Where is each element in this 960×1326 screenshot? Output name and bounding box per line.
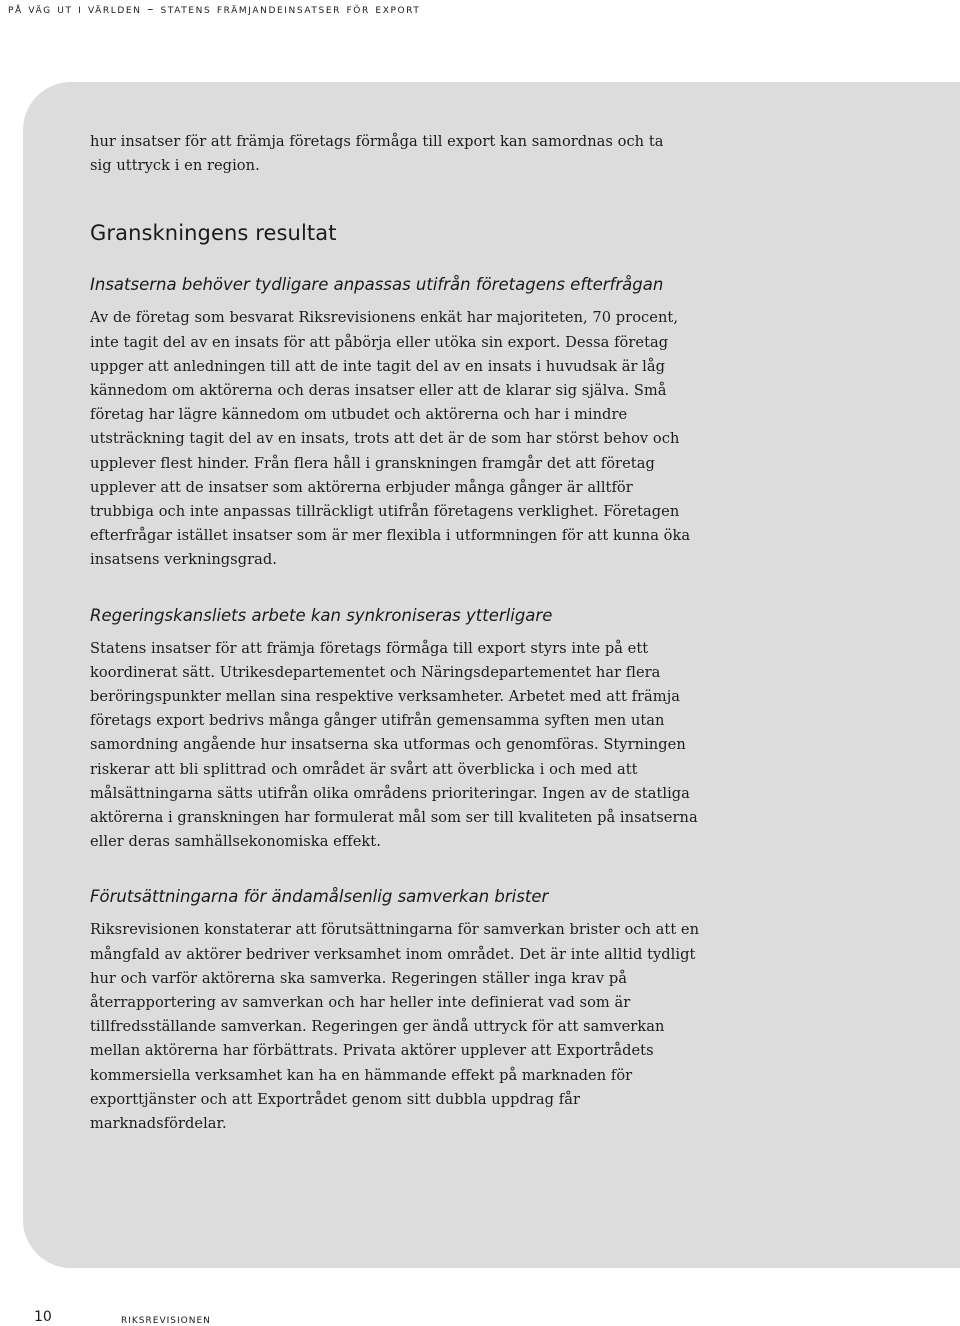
running-header-title: på väg ut i världen – statens främjandeinsatser för export <box>8 1 421 16</box>
subsection-body-cooperation: Riksrevisionen konstaterar att förutsättningarna för samverkan brister och att en mångfald av aktörer bedriver verksamhet inom området. Det är inte alltid tydligt hur och varför aktörerna ska samverka. Regeringen ställer inga krav på återrapportering av samverkan och har heller inte definierat vad som är tillfredsställande samverkan. Regeringen ger ändå uttryck för att samverkan mellan aktörerna har förbättrats. Privata aktörer upplever att Exportrådets kommersiella verksamhet kan ha en hämmande effekt på marknaden för exporttjänster och att Exportrådet genom sitt dubbla uppdrag får marknadsfördelar. <box>90 921 700 1133</box>
subsection-body-demand: Av de företag som besvarat Riksrevisionens enkät har majoriteten, 70 procent, inte tagit del av en insats för att påbörja eller utöka sin export. Dessa företag uppger att anledningen till att de inte tagit del av en insats i huvudsak är låg kännedom om aktörerna och deras insatser eller att de klarar sig själva. Små företag har lägre kännedom om utbudet och aktörerna och har i mindre utsträckning tagit del av en insats, trots att det är de som har störst behov och upplever flest hinder. Från flera håll i granskningen framgår det att företag upplever att de insatser som aktörerna erbjuder många gånger är alltför trubbiga och inte anpassas tillräckligt utifrån företagens verklighet. Företagen efterfrågar istället insatser som är mer flexibla i utformningen för att kunna öka insatsens verkningsgrad. <box>90 309 691 569</box>
main-content <box>90 130 730 1136</box>
section-title: Granskningens resultat <box>90 221 337 246</box>
footer-organization-name: riksrevisionen <box>121 1311 211 1326</box>
footer-organization <box>121 1311 211 1326</box>
subsection-heading-coordination: Regeringskansliets arbete kan synkroniseras ytterligare <box>90 605 553 625</box>
subsection-heading-cooperation: Förutsättningarna för ändamålsenlig samverkan brister <box>90 887 549 907</box>
running-header <box>8 1 420 16</box>
subsection-heading-demand: Insatserna behöver tydligare anpassas utifrån företagens efterfrågan <box>90 275 664 295</box>
subsection-body-coordination: Statens insatser för att främja företags förmåga till export styrs inte på ett koordinerat sätt. Utrikesdepartementet och Näringsdepartementet har flera beröringspunkter mellan sina respektive verksamheter. Arbetet med att främja företags export bedrivs många gånger utifrån gemensamma syften men utan samordning angående hur insatserna ska utformas och genomföras. Styrningen riskerar att bli splittrad och området är svårt att överblicka i och med att målsättningarna sätts utifrån olika områdens prioriteringar. Ingen av de statliga aktörerna i granskningen har formulerat mål som ser till kvaliteten på insatserna eller deras samhällsekonomiska effekt. <box>90 639 698 851</box>
page-number: 10 <box>34 1309 52 1325</box>
intro-paragraph: hur insatser för att främja företags förmåga till export kan samordnas och ta sig uttryck i en region. <box>90 133 664 175</box>
